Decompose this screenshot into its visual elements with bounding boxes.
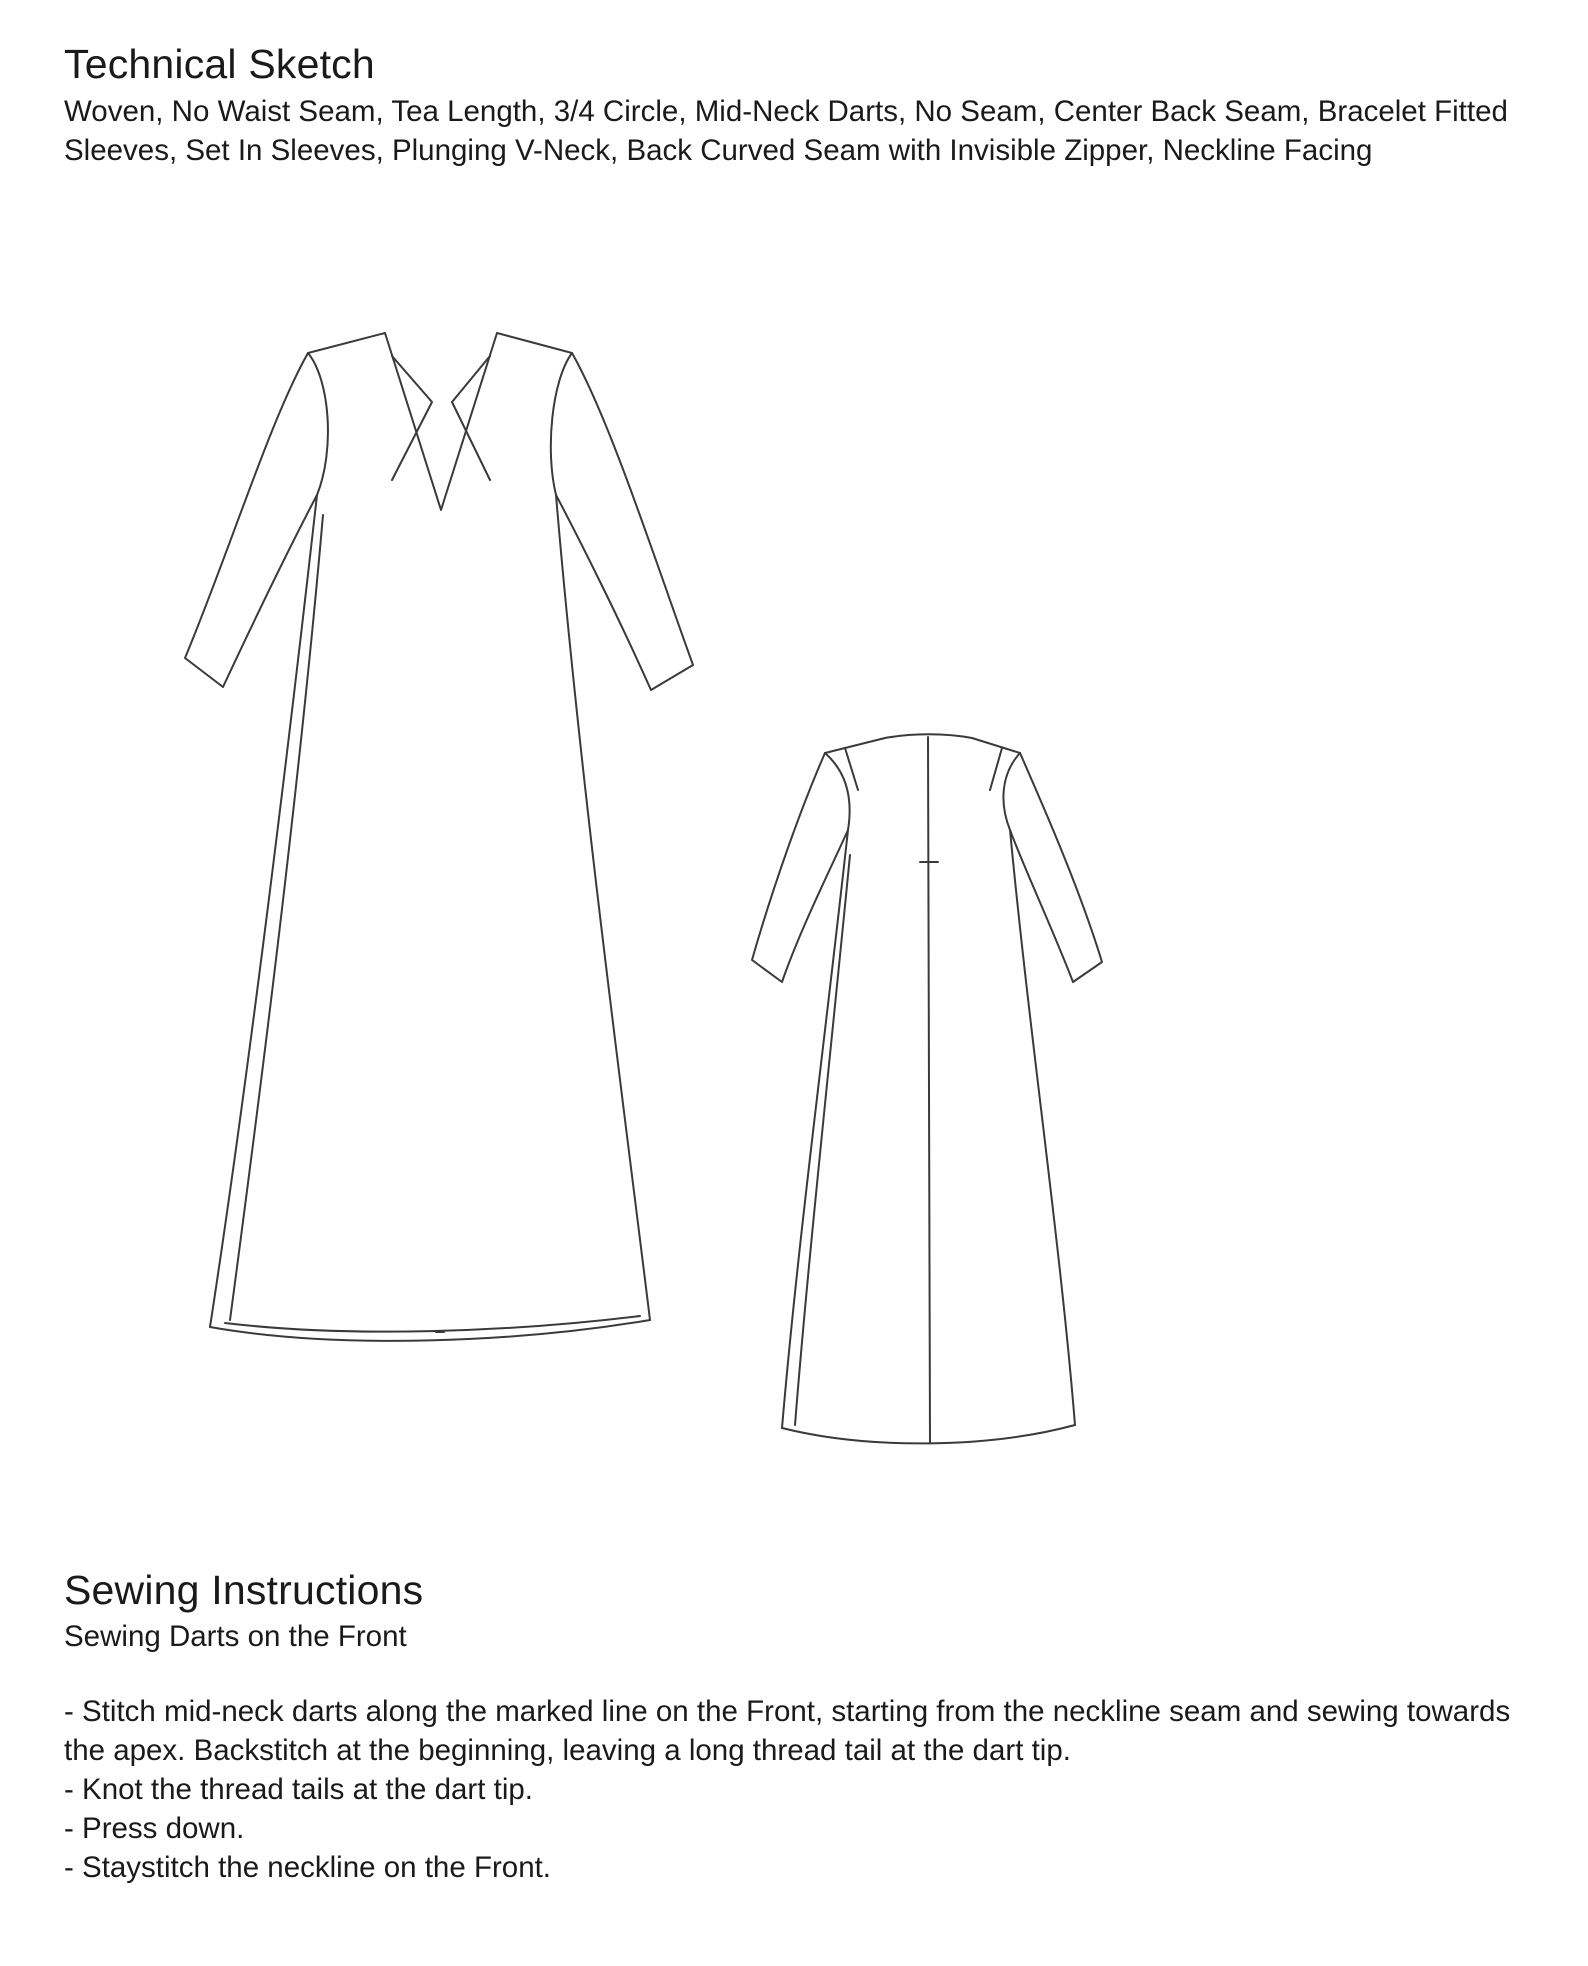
sewing-step: - Stitch mid-neck darts along the marked line on the Front, starting from the neckline seam and sewing towards the apex. Backstitch at the beginning, leaving a long thread tail at the dart tip.	[64, 1695, 1511, 1767]
back-neckline	[825, 734, 1020, 753]
back-right-side-seam	[1010, 830, 1075, 1425]
back-inner-side-line	[795, 855, 850, 1425]
sewing-step: - Staystitch the neckline on the Front.	[64, 1851, 551, 1884]
sewing-step: - Press down.	[64, 1812, 245, 1845]
front-inner-side-line	[230, 515, 323, 1320]
back-left-armhole	[825, 753, 850, 830]
back-left-dart	[845, 748, 858, 790]
back-right-dart	[990, 748, 1002, 790]
front-right-armhole	[551, 353, 572, 495]
back-hem	[782, 1425, 1075, 1443]
technical-sketch-drawing	[0, 280, 1588, 1460]
sewing-steps-list	[64, 1692, 1544, 1887]
sewing-instructions-title: Sewing Instructions	[64, 1567, 424, 1613]
sewing-step: - Knot the thread tails at the dart tip.	[64, 1773, 533, 1806]
back-view-dress	[752, 734, 1102, 1443]
front-left-sleeve	[185, 353, 317, 687]
front-right-side-seam	[556, 495, 650, 1320]
technical-sketch-title: Technical Sketch	[64, 41, 375, 87]
front-right-sleeve	[556, 353, 693, 690]
back-right-sleeve	[1010, 753, 1102, 982]
front-left-armhole	[308, 353, 328, 495]
front-view-dress	[185, 333, 693, 1341]
back-left-sleeve	[752, 753, 848, 982]
front-neckline	[308, 333, 572, 510]
back-right-armhole	[1003, 753, 1020, 830]
sewing-instructions-subtitle: Sewing Darts on the Front	[64, 1620, 407, 1653]
back-left-side-seam	[782, 830, 848, 1428]
back-center-seam	[928, 737, 930, 1443]
front-left-side-seam	[210, 495, 317, 1327]
technical-sketch-description: Woven, No Waist Seam, Tea Length, 3/4 Circle, Mid-Neck Darts, No Seam, Center Back Seam, Bracelet Fitted Sleeves, Set In Sleeves, Plunging V-Neck, Back Curved Seam with Invisible Zipper, Neckline Facing	[64, 95, 1508, 167]
